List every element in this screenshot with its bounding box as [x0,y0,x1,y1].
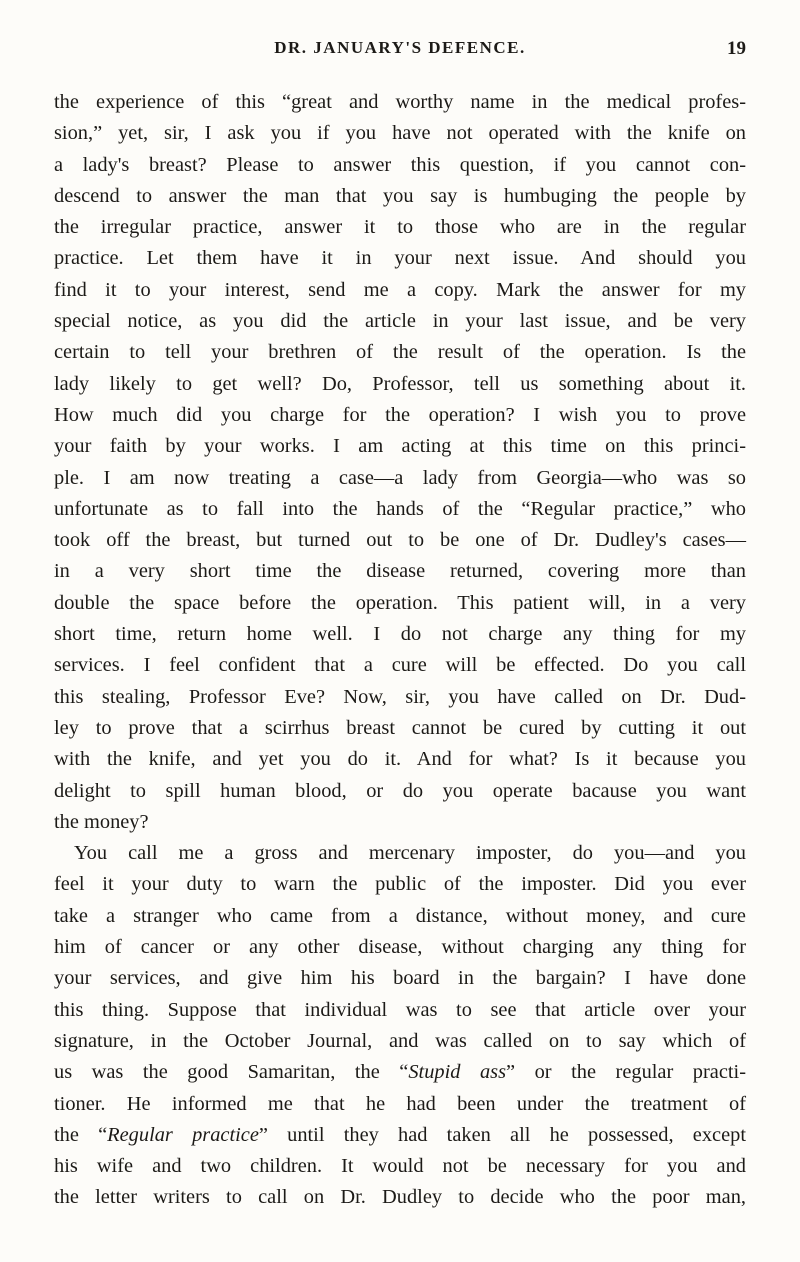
text-line [54,525,746,556]
line-text: his wife and two children. It would not be necessary for you and [54,1155,746,1178]
body-text [54,87,746,1214]
line-text-continued: ” until they had taken all he possessed, except [258,1123,746,1146]
line-text: sion,” yet, sir, I ask you if you have not operated with the knife on [54,122,746,145]
line-text: take a stranger who came from a distance, without money, and cure [54,904,746,927]
line-text: the money? [54,810,149,833]
text-line [54,150,746,181]
line-text: the “ [54,1123,108,1146]
line-text: signature, in the October Journal, and was called on to say which of [54,1029,746,1052]
text-line [54,494,746,525]
text-line [54,1089,746,1120]
line-text: special notice, as you did the article in your last issue, and be very [54,310,746,333]
text-line [54,588,746,619]
text-line [54,838,746,869]
text-line [54,87,746,118]
line-text: delight to spill human blood, or do you operate bacause you want [54,779,746,802]
text-line [54,776,746,807]
line-text: double the space before the operation. This patient will, in a very [54,591,746,614]
line-text: ley to prove that a scirrhus breast cannot be cured by cutting it out [54,716,746,739]
text-line [54,995,746,1026]
text-line [54,431,746,462]
text-line [54,1026,746,1057]
text-line [54,243,746,274]
text-line [54,1120,746,1151]
text-line [54,1057,746,1088]
line-text: lady likely to get well? Do, Professor, tell us something about it. [54,372,746,395]
line-text: your faith by your works. I am acting at this time on this princi- [54,435,746,458]
italic-text: Regular practice [107,1123,259,1146]
line-text: your services, and give him his board in the bargain? I have done [54,967,746,990]
line-text: certain to tell your brethren of the result of the operation. Is the [54,341,746,364]
line-text: find it to your interest, send me a copy. Mark the answer for my [54,278,746,301]
text-line [54,932,746,963]
text-line [54,400,746,431]
line-text: How much did you charge for the operation? I wish you to prove [54,403,746,426]
page-number: 19 [727,38,746,59]
line-text: us was the good Samaritan, the “ [54,1061,409,1084]
line-text: with the knife, and yet you do it. And for what? Is it because you [54,748,746,771]
line-text: him of cancer or any other disease, without charging any thing for [54,936,746,959]
text-line [54,463,746,494]
text-line [54,869,746,900]
text-line [54,807,746,838]
line-text: You call me a gross and mercenary imposter, do you—and you [74,842,746,865]
line-text: descend to answer the man that you say is humbuging the people by [54,184,746,207]
line-text: the experience of this “great and worthy name in the medical profes- [54,91,746,113]
line-text: short time, return home well. I do not charge any thing for my [54,623,746,646]
text-line [54,1182,746,1213]
line-text: this thing. Suppose that individual was to see that article over your [54,998,746,1021]
text-line [54,650,746,681]
line-text: the irregular practice, answer it to those who are in the regular [54,216,746,239]
line-text: services. I feel confident that a cure will be effected. Do you call [54,654,746,677]
text-line [54,556,746,587]
running-title: DR. JANUARY'S DEFENCE. [274,38,526,57]
text-line [54,682,746,713]
text-line [54,963,746,994]
text-line [54,118,746,149]
line-text: tioner. He informed me that he had been under the treatment of [54,1092,746,1115]
text-line [54,181,746,212]
text-line [54,212,746,243]
text-line [54,275,746,306]
line-text: ple. I am now treating a case—a lady from Georgia—who was so [54,466,746,489]
running-head [54,38,746,68]
line-text: in a very short time the disease returned, covering more than [54,560,746,583]
text-line [54,744,746,775]
line-text: this stealing, Professor Eve? Now, sir, you have called on Dr. Dud- [54,685,746,708]
text-line [54,901,746,932]
line-text: unfortunate as to fall into the hands of the “Regular practice,” who [54,497,746,520]
text-line [54,369,746,400]
text-line [54,337,746,368]
line-text-continued: ” or the regular practi- [506,1061,746,1084]
text-line [54,713,746,744]
text-line [54,306,746,337]
line-text: a lady's breast? Please to answer this question, if you cannot con- [54,153,746,176]
line-text: the letter writers to call on Dr. Dudley to decide who the poor man, [54,1186,746,1209]
text-line [54,1151,746,1182]
line-text: took off the breast, but turned out to be one of Dr. Dudley's cases— [54,529,746,552]
text-line [54,619,746,650]
italic-text: Stupid ass [408,1061,507,1084]
line-text: feel it your duty to warn the public of the imposter. Did you ever [54,873,746,896]
line-text: practice. Let them have it in your next issue. And should you [54,247,746,270]
